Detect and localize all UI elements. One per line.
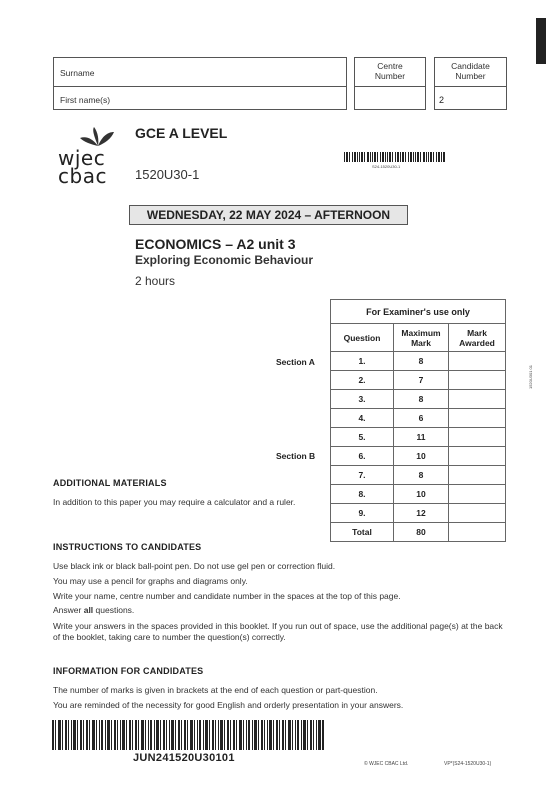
information-heading: INFORMATION FOR CANDIDATES bbox=[53, 666, 204, 676]
mark-awarded-cell[interactable] bbox=[449, 409, 506, 428]
copyright: © WJEC CBAC Ltd. bbox=[364, 761, 409, 767]
surname-label: Surname bbox=[60, 68, 95, 78]
table-row bbox=[331, 428, 506, 447]
footer-barcode-text: JUN241520U30101 bbox=[133, 752, 235, 764]
instruction-line: Write your name, centre number and candidate number in the spaces at the top of this page. bbox=[53, 591, 401, 601]
information-line: You are reminded of the necessity for good English and orderly presentation in your answers. bbox=[53, 700, 404, 710]
candidate-label-2: Number bbox=[455, 71, 486, 81]
max-mark: 6 bbox=[394, 409, 449, 428]
section-b-label: Section B bbox=[276, 451, 316, 461]
instructions-heading: INSTRUCTIONS TO CANDIDATES bbox=[53, 542, 202, 552]
paper-ref: VP*(S24-1520U30-1) bbox=[444, 761, 492, 767]
table-row bbox=[331, 371, 506, 390]
total-max-mark: 80 bbox=[394, 523, 449, 542]
centre-number-field[interactable] bbox=[354, 86, 426, 110]
logo-wjec: wjec bbox=[58, 146, 106, 170]
table-row bbox=[331, 466, 506, 485]
question-number: 5. bbox=[331, 428, 394, 447]
firstname-label: First name(s) bbox=[60, 95, 111, 105]
examiner-marks-table bbox=[330, 299, 506, 542]
centre-label-2: Number bbox=[374, 71, 406, 81]
table-row bbox=[331, 485, 506, 504]
total-awarded-cell[interactable] bbox=[449, 523, 506, 542]
question-number: 3. bbox=[331, 390, 394, 409]
mark-awarded-cell[interactable] bbox=[449, 352, 506, 371]
instruction-line: Write your answers in the spaces provided in this booklet. If you run out of space, use the additional page(s) at the back of the booklet, taking care to number the question(s) correctly. bbox=[53, 621, 503, 642]
instruction-line: Answer all questions. bbox=[53, 605, 135, 615]
question-number: 2. bbox=[331, 371, 394, 390]
question-number: 8. bbox=[331, 485, 394, 504]
subject-subtitle: Exploring Economic Behaviour bbox=[135, 253, 314, 267]
instruction-line: Use black ink or black ball-point pen. Do not use gel pen or correction fluid. bbox=[53, 561, 336, 571]
book-logo-icon bbox=[78, 126, 118, 148]
exam-date: WEDNESDAY, 22 MAY 2024 – AFTERNOON bbox=[129, 205, 408, 225]
firstname-field[interactable] bbox=[53, 86, 347, 110]
mark-awarded-cell[interactable] bbox=[449, 466, 506, 485]
col-mark-awarded: Mark Awarded bbox=[449, 324, 506, 352]
max-mark: 8 bbox=[394, 352, 449, 371]
mark-awarded-cell[interactable] bbox=[449, 504, 506, 523]
additional-materials-text: In addition to this paper you may require a calculator and a ruler. bbox=[53, 497, 296, 507]
footer-barcode bbox=[52, 720, 324, 750]
section-a-label: Section A bbox=[276, 357, 315, 367]
question-number: 4. bbox=[331, 409, 394, 428]
total-label: Total bbox=[331, 523, 394, 542]
paper-code: 1520U30-1 bbox=[135, 167, 200, 182]
surname-field[interactable] bbox=[53, 57, 347, 87]
centre-label-1: Centre bbox=[377, 61, 403, 71]
max-mark: 7 bbox=[394, 371, 449, 390]
mark-awarded-cell[interactable] bbox=[449, 390, 506, 409]
qualification-level: GCE A LEVEL bbox=[135, 125, 228, 141]
examiner-table-title: For Examiner's use only bbox=[331, 300, 506, 324]
centre-number-header bbox=[354, 57, 426, 87]
logo-cbac: cbac bbox=[58, 164, 107, 188]
question-number: 9. bbox=[331, 504, 394, 523]
table-row bbox=[331, 447, 506, 466]
max-mark: 8 bbox=[394, 466, 449, 485]
table-row bbox=[331, 523, 506, 542]
col-maximum-mark: Maximum Mark bbox=[394, 324, 449, 352]
max-mark: 12 bbox=[394, 504, 449, 523]
subject-title: ECONOMICS – A2 unit 3 bbox=[135, 236, 296, 252]
page-edge-tab bbox=[536, 18, 546, 64]
max-mark: 8 bbox=[394, 390, 449, 409]
question-number: 1. bbox=[331, 352, 394, 371]
max-mark: 10 bbox=[394, 447, 449, 466]
candidate-number-value: 2 bbox=[439, 95, 445, 105]
side-code: 1520U301 01 bbox=[528, 365, 533, 390]
information-line: The number of marks is given in brackets at the end of each question or part-question. bbox=[53, 685, 378, 695]
col-question: Question bbox=[331, 324, 394, 352]
mark-awarded-cell[interactable] bbox=[449, 485, 506, 504]
small-barcode-text: S24-1520U30-1 bbox=[372, 164, 401, 169]
table-row bbox=[331, 504, 506, 523]
mark-awarded-cell[interactable] bbox=[449, 447, 506, 466]
mark-awarded-cell[interactable] bbox=[449, 428, 506, 447]
exam-duration: 2 hours bbox=[135, 274, 176, 288]
table-row bbox=[331, 390, 506, 409]
question-number: 7. bbox=[331, 466, 394, 485]
table-row bbox=[331, 409, 506, 428]
small-barcode bbox=[344, 152, 446, 162]
instruction-line: You may use a pencil for graphs and diagrams only. bbox=[53, 576, 248, 586]
max-mark: 10 bbox=[394, 485, 449, 504]
table-row bbox=[331, 352, 506, 371]
candidate-number-header bbox=[434, 57, 507, 87]
candidate-number-field[interactable] bbox=[434, 86, 507, 110]
mark-awarded-cell[interactable] bbox=[449, 371, 506, 390]
candidate-label-1: Candidate bbox=[451, 61, 490, 71]
max-mark: 11 bbox=[394, 428, 449, 447]
additional-materials-heading: ADDITIONAL MATERIALS bbox=[53, 478, 167, 488]
question-number: 6. bbox=[331, 447, 394, 466]
